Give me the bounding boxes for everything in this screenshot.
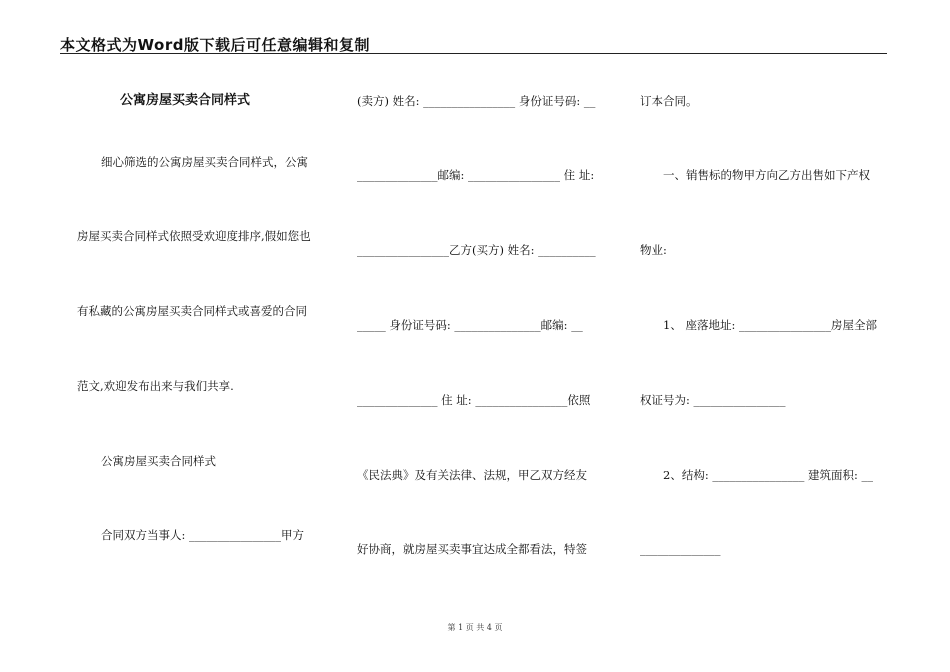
text-line: 2、结构: ________________ 建筑面积: __ — [663, 468, 874, 482]
text-line: ________________乙方(买方) 姓名: __________ — [357, 243, 596, 257]
text-line: 一、销售标的物甲方向乙方出售如下产权 — [663, 168, 870, 182]
text-line: 细心筛选的公寓房屋买卖合同样式，公寓 — [101, 155, 308, 169]
text-line: 房屋买卖合同样式依照受欢迎度排序,假如您也 — [77, 229, 311, 243]
document-banner: 本文格式为Word版下载后可任意编辑和复制 — [60, 36, 370, 54]
text-line: 物业: — [640, 243, 667, 257]
text-line: 好协商，就房屋买卖事宜达成全都看法，特签 — [357, 542, 587, 556]
text-line: 范文,欢迎发布出来与我们共享. — [77, 379, 234, 393]
document-title: 公寓房屋买卖合同样式 — [120, 93, 251, 108]
section-heading: 公寓房屋买卖合同样式 — [101, 454, 216, 468]
text-line: (卖方) 姓名: ________________ 身份证号码: __ — [357, 94, 596, 108]
text-line: ______________ 住 址: ________________依照 — [357, 393, 591, 407]
text-line: 1、 座落地址: ________________房屋全部 — [663, 318, 878, 332]
page-number: 第 1 页 共 4 页 — [447, 623, 503, 632]
text-line: 订本合同。 — [640, 94, 698, 108]
text-line: 《民法典》及有关法律、法规，甲乙双方经友 — [357, 468, 587, 482]
text-line: ______________ — [640, 542, 721, 556]
text-line: 权证号为: ________________ — [640, 393, 786, 407]
text-line: ______________邮编: ________________ 住 址: — [357, 168, 595, 182]
text-line: _____ 身份证号码: _______________邮编: __ — [357, 318, 583, 332]
banner-divider — [60, 53, 887, 54]
text-line: 合同双方当事人: ________________甲方 — [101, 528, 305, 542]
text-line: 有私藏的公寓房屋买卖合同样式或喜爱的合同 — [77, 304, 307, 318]
